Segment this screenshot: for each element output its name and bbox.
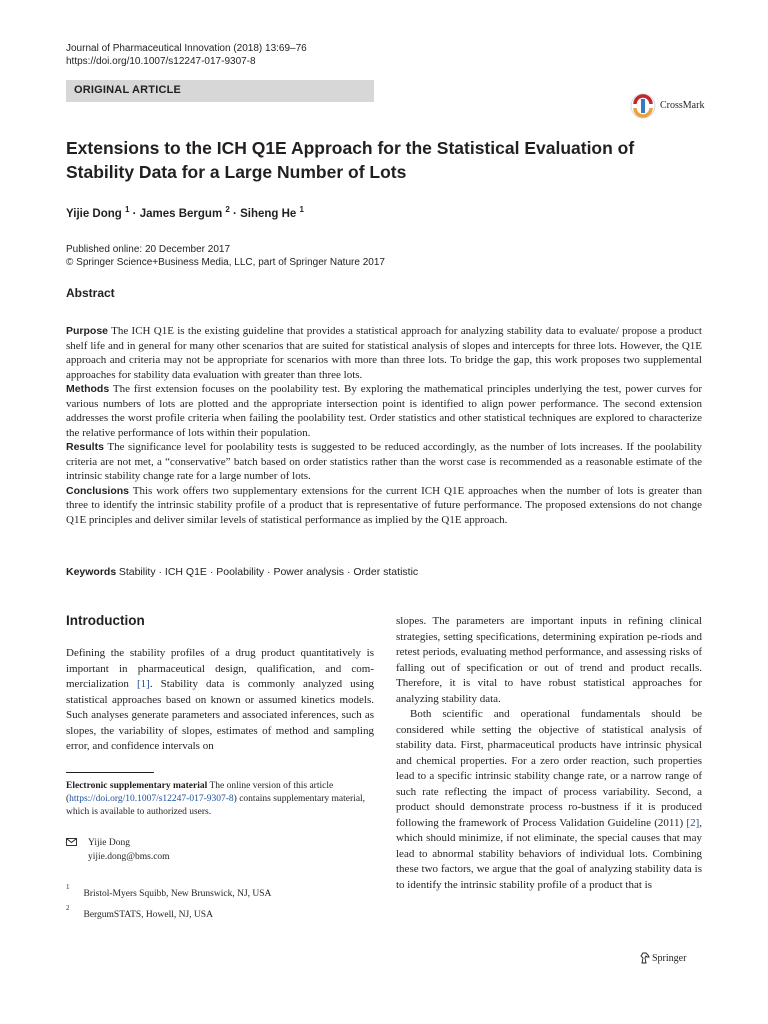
intro-right-column [396,614,702,893]
abstract-heading: Abstract [66,286,115,300]
author-name[interactable]: Yijie Dong [66,207,122,220]
methods-label: Methods [66,383,110,395]
copyright-symbol: © [66,257,74,268]
journal-citation: Journal of Pharmaceutical Innovation (2018) 13:69–76 [66,43,307,54]
conclusions-label: Conclusions [66,484,130,497]
author-separator: · [132,207,137,220]
doi-link[interactable]: https://doi.org/10.1007/s12247-017-9307-8 [66,56,256,67]
article-type-label: ORIGINAL ARTICLE [74,84,182,96]
affiliation-item [66,904,213,921]
results-text: The significance level for poolability tests is suggested to be reduced accordingly, as the number of lots increases. If the poolability criteria are not met, a “conservative” batch based on order statistics rather than the worst case is recommended as a reasonable estimate of the intrinsic stability change rate for a large number of lots. [66,441,702,482]
journal-header [66,42,307,68]
affiliation-num: 1 [66,883,70,891]
abstract-methods [66,382,702,440]
esm-label: Electronic supplementary material [66,781,208,791]
intro-paragraph [396,707,702,893]
intro-paragraph-cont: , which should minimize, if not eliminate, the special causes that may lead to abnormal stability behaviors of individual lots. Combining these two factors, we argue that the goal of analyzing stability data is to identify the intrinsic stability profile of a product that is [396,816,702,891]
citation-link[interactable]: [1] [137,678,150,690]
conclusions-text: This work offers two supplementary extensions for the current ICH Q1E approaches when the number of lots is greater than three to identify the intrinsic stability profile of a product that is representative of future performance. The proposed extensions do not change Q1E principles and deliver similar levels of statistical performance as implied by the Q1E approach. [66,484,702,526]
affiliation-text: BergumSTATS, Howell, NJ, USA [83,910,213,921]
intro-paragraph-text: Both scientific and operational fundamentals should be considered while setting the objective of statistical analysis of stability data. First, pharmaceutical products have intrinsic physical and chemical properties. For a zero order reaction, such properties lead to a specific intrinsic stability change rate, or a narrow range of such rate reflecting the impact of process variability. Second, a product should demonstrate process ro-bustness if it is produced following the framework of Process Validation Guideline (2011) [396,708,702,829]
author-list [66,205,304,220]
crossmark-icon [630,93,656,119]
contact-email[interactable]: yijie.dong@bms.com [88,852,170,862]
author-name[interactable]: James Bergum [139,207,223,220]
author-affil-num: 1 [299,205,304,214]
methods-text: The first extension focuses on the poolability test. By exploring the mathematical principles underlying the test, power curves for various numbers of lots are plotted and the appropriate intersection point is identified to align power performance. The second extension addresses the worst profile criteria when failing the poolability test. Order statistics and other statistical techniques are explored to characterize the relative performance of lots within their population. [66,383,702,439]
keywords-label: Keywords [66,566,117,578]
abstract-conclusions [66,484,702,528]
article-type-banner [66,80,374,102]
abstract-purpose [66,324,702,382]
citation-link[interactable]: [2] [686,816,700,829]
purpose-text: The ICH Q1E is the existing guideline that provides a statistical approach for analyzing stability data to evaluate/ propose a product shelf life and in general for many other scenarios that are suited for statistical analysis of slopes and intercepts for three lots. However, the Q1E approach and criteria may not be appropriate for scenarios with more than three lots. To bridge the gap, this work proposes two supplemental approaches for stability data evaluation with greater than three lots. [66,325,702,381]
author-affil-num: 2 [225,205,230,214]
footnote-divider [66,772,154,773]
affiliation-num: 2 [66,904,70,912]
copyright-line [66,256,385,269]
abstract-body [66,324,702,527]
results-label: Results [66,441,104,453]
article-title: Extensions to the ICH Q1E Approach for the Statistical Evaluation of Stability Data for a Large Number of Lots [66,138,635,182]
author-affil-num: 1 [125,205,130,214]
esm-link[interactable]: https://doi.org/10.1007/s12247-017-9307-8 [69,794,234,804]
intro-left-column [66,646,374,755]
contact-name: Yijie Dong [88,838,130,848]
section-heading-introduction: Introduction [66,613,145,628]
supplementary-material-note [66,780,374,819]
intro-paragraph: slopes. The parameters are important inputs in refining clinical strategies, setting specifications, determining expiration pe-riods and retest periods, evaluating method performance, and assessing risks of falling out of specification or out of trend and product recalls. Therefore, it is vital to have robust statistical approaches for analyzing stability data. [396,615,702,705]
esm-text: The online version of this article ( [66,781,334,804]
crossmark-label: CrossMark [660,100,705,111]
author-separator: · [233,207,237,220]
affiliation-text: Bristol-Myers Squibb, New Brunswick, NJ, USA [83,889,272,900]
keywords-line [66,566,418,578]
published-date: Published online: 20 December 2017 [66,244,230,255]
envelope-icon [66,838,77,846]
author-name[interactable]: Siheng He [240,207,297,220]
abstract-results [66,440,702,484]
intro-paragraph: Defining the stability profiles of a drug product quantitatively is important in pharmaceutical design, qualification, and com-mercialization [66,647,374,690]
esm-text-cont: ) contains supplementary material, which is available to authorized users. [66,794,366,817]
publisher-name: Springer [652,953,687,964]
intro-paragraph-cont: . Stability data is commonly analyzed using statistical approaches based on known or assumed kinetics models. Such analyses generate parameters and associated inferences, such as slopes, the variability of slopes, estimates of method and sampling error, and confidence intervals on [66,678,374,752]
springer-horse-icon [640,952,650,964]
keywords-text: Stability · ICH Q1E · Poolability · Power analysis · Order statistic [118,566,419,578]
affiliation-item [66,883,272,900]
publication-info [66,243,385,269]
purpose-label: Purpose [66,325,109,337]
copyright-text: Springer Science+Business Media, LLC, part of Springer Nature 2017 [76,257,385,268]
